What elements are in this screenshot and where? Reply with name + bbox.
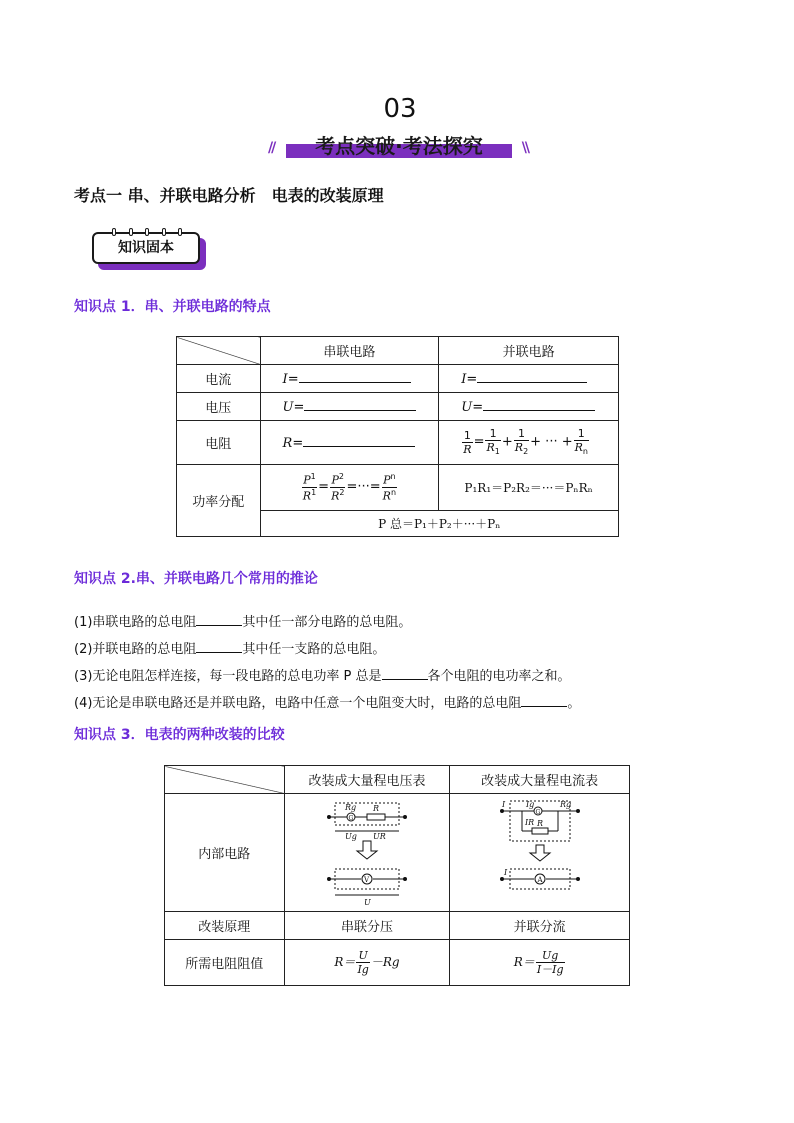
kp3-corner-cell [165,766,285,794]
knowledge-badge [92,232,208,272]
label-r-a: R [536,818,543,828]
kp3-col-voltmeter: 改装成大量程电压表 [284,766,450,794]
kp3-principle-voltmeter: 串联分压 [284,912,450,940]
kp1-row-voltage: 电压 [177,393,261,421]
kp2-heading: 知识点 2.串、并联电路几个常用的推论 [74,571,318,587]
kp1-series-resistance: R= [260,421,439,465]
label-rg-a: Rg [559,799,571,809]
kp1-row-power: 功率分配 [177,465,261,537]
label-ug: Ug [344,831,357,841]
kp1-series-voltage: U= [260,393,439,421]
kp3-row-internal: 内部电路 [165,794,285,912]
kp1-parallel-voltage: U= [439,393,619,421]
kp1-total-power: P 总＝P₁＋P₂＋···＋Pₙ [260,511,618,537]
kp2-item-3: (3)无论电阻怎样连接，每一段电路的总电功率 P 总是 各个电阻的电功率之和。 [74,669,571,684]
kp1-col-parallel: 并联电路 [439,337,619,365]
kp3-table [164,765,630,986]
banner-title: 考点突破·考法探究 [315,134,483,158]
label-i-bottom: I [503,867,507,877]
kp1-parallel-power: P₁R₁＝P₂R₂＝···＝PₙRₙ [439,465,619,511]
kp3-row-resistance: 所需电阻阻值 [165,940,285,986]
label-u: U [363,897,371,907]
kp1-series-current: I= [260,365,439,393]
kp3-col-ammeter: 改装成大量程电流表 [450,766,630,794]
kp1-row-current: 电流 [177,365,261,393]
banner-slash-left-icon: // [268,140,275,156]
ammeter-circuit-diagram [500,797,580,909]
kp1-col-series: 串联电路 [260,337,439,365]
kp2-item-1: (1)串联电路的总电阻 其中任一部分电路的总电阻。 [74,615,412,630]
kp3-formula-ammeter: R＝ $\frac{Ug}{I-Ig}$ [450,940,630,986]
kp2-item-2: (2)并联电路的总电阻 其中任一支路的总电阻。 [74,642,386,657]
chapter-number: 03 [383,94,417,124]
label-i-top: I [501,799,505,809]
kp3-heading: 知识点 3．电表的两种改装的比较 [74,727,285,743]
kp1-parallel-resistance: $\frac{1}{R}$ = $\frac{1}{R_1}$ + $\frac{1}{R_2}$ + ··· + $\frac{1}{R_n}$ [439,421,619,465]
label-g: G [348,814,354,822]
label-ir: IR [524,817,534,827]
kp1-heading: 知识点 1．串、并联电路的特点 [74,299,271,315]
voltmeter-circuit-diagram [327,797,407,909]
label-ig: Ig [525,799,534,809]
kp3-row-principle: 改装原理 [165,912,285,940]
kp3-ammeter-circuit [450,794,630,912]
badge-label: 知识固本 [92,232,200,264]
label-ur: UR [372,831,386,841]
label-rg: Rg [344,802,357,812]
section-title: 考点一 串、并联电路分析 电表的改装原理 [74,186,384,205]
kp3-voltmeter-circuit [284,794,450,912]
label-v: V [363,875,370,884]
kp2-item-4: (4)无论是串联电路还是并联电路，电路中任意一个电阻变大时，电路的总电阻 。 [74,696,581,711]
kp1-parallel-current: I= [439,365,619,393]
kp1-series-power: $\frac{P^1}{R^1}$ = $\frac{P^2}{R^2}$ =···= $\frac{P^n}{R^n}$ [260,465,439,511]
kp1-table [176,336,619,537]
kp1-corner-cell [177,337,261,365]
label-r: R [372,803,379,813]
label-a: A [537,875,543,884]
label-g-a: G [535,808,540,816]
banner-slash-right-icon: \\ [521,140,528,156]
section-banner [268,130,530,160]
kp3-formula-voltmeter: R＝ $\frac{U}{Ig}$ －Rg [284,940,450,986]
kp1-row-resistance: 电阻 [177,421,261,465]
kp3-principle-ammeter: 并联分流 [450,912,630,940]
badge-binder-rings-icon [112,228,182,236]
